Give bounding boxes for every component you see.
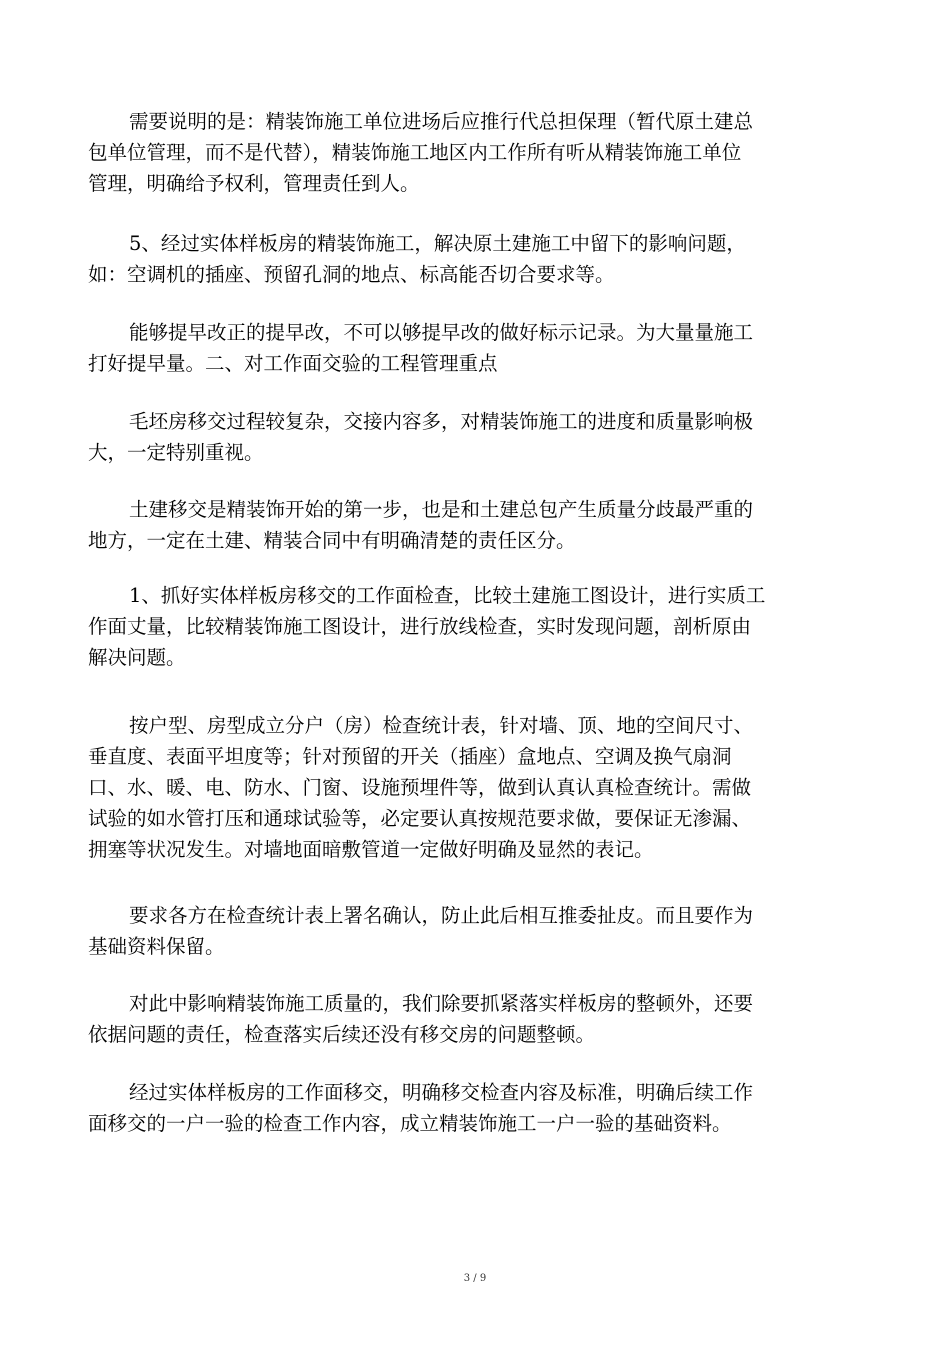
paragraph-10 [88, 1077, 808, 1139]
paragraph-line: 管理，明确给予权利，管理责任到人。 [88, 172, 420, 195]
paragraph-line: 解决问题。 [88, 646, 186, 669]
paragraph-2 [88, 228, 808, 290]
paragraph-line: 大，一定特别重视。 [88, 441, 264, 464]
paragraph-line: 基础资料保留。 [88, 935, 225, 958]
paragraph-line: 按户型、房型成立分户（房）检查统计表，针对墙、顶、地的空间尺寸、 [129, 714, 754, 737]
paragraph-line: 面移交的一户一验的检查工作内容，成立精装饰施工一户一验的基础资料。 [88, 1112, 732, 1135]
paragraph-line: 1、抓好实体样板房移交的工作面检查，比较土建施工图设计，进行实质工 [129, 584, 766, 607]
paragraph-line: 5、经过实体样板房的精装饰施工，解决原土建施工中留下的影响问题， [129, 232, 746, 255]
paragraph-8 [88, 900, 808, 962]
paragraph-4 [88, 406, 808, 468]
paragraph-line: 土建移交是精装饰开始的第一步，也是和土建总包产生质量分歧最严重的 [129, 498, 754, 521]
paragraph-line: 能够提早改正的提早改，不可以够提早改的做好标示记录。为大量量施工 [129, 321, 754, 344]
page-number: 3 / 9 [463, 1273, 487, 1284]
paragraph-6 [88, 580, 808, 673]
paragraph-line: 毛坯房移交过程较复杂，交接内容多，对精装饰施工的进度和质量影响极 [129, 410, 754, 433]
paragraph-line: 需要说明的是：精装饰施工单位进场后应推行代总担保理（暂代原土建总 [129, 110, 754, 133]
paragraph-1 [88, 106, 808, 199]
paragraph-line: 作面丈量，比较精装饰施工图设计，进行放线检查，实时发现问题，剖析原由 [88, 615, 752, 638]
paragraph-line: 打好提早量。二、对工作面交验的工程管理重点 [88, 352, 498, 375]
paragraph-line: 拥塞等状况发生。对墙地面暗敷管道一定做好明确及显然的表记。 [88, 838, 654, 861]
paragraph-line: 试验的如水管打压和通球试验等，必定要认真按规范要求做，要保证无渗漏、 [88, 807, 752, 830]
paragraph-line: 对此中影响精装饰施工质量的，我们除要抓紧落实样板房的整顿外，还要 [129, 992, 754, 1015]
paragraph-line: 如：空调机的插座、预留孔洞的地点、标高能否切合要求等。 [88, 263, 615, 286]
paragraph-5 [88, 494, 808, 556]
paragraph-line: 口、水、暖、电、防水、门窗、设施预埋件等，做到认真认真检查统计。需做 [88, 776, 752, 799]
paragraph-line: 依据问题的责任，检查落实后续还没有移交房的问题整顿。 [88, 1023, 596, 1046]
paragraph-line: 包单位管理，而不是代替），精装饰施工地区内工作所有听从精装饰施工单位 [88, 141, 742, 164]
paragraph-line: 经过实体样板房的工作面移交，明确移交检查内容及标准，明确后续工作 [129, 1081, 754, 1104]
paragraph-line: 垂直度、表面平坦度等；针对预留的开关（插座）盒地点、空调及换气扇洞 [88, 745, 732, 768]
paragraph-7 [88, 710, 808, 865]
paragraph-3 [88, 317, 808, 379]
paragraph-line: 要求各方在检查统计表上署名确认，防止此后相互推委扯皮。而且要作为 [129, 904, 754, 927]
paragraph-line: 地方，一定在土建、精装合同中有明确清楚的责任区分。 [88, 529, 576, 552]
paragraph-9 [88, 988, 808, 1050]
